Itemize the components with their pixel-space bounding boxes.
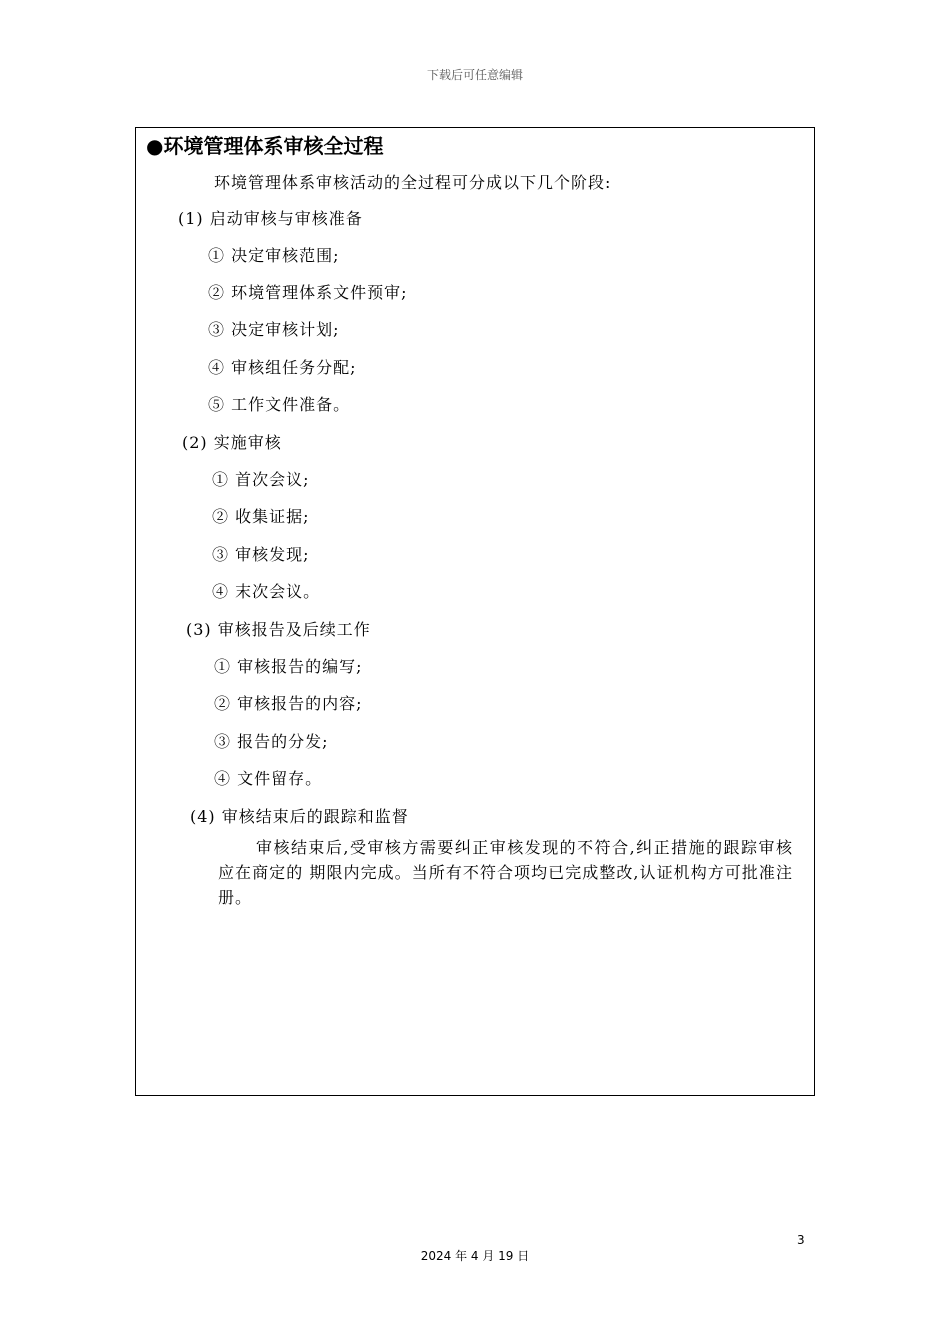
list-item: ④ 末次会议。 [212, 582, 321, 601]
list-item: ① 首次会议; [212, 470, 310, 489]
list-item: ④ 审核组任务分配; [208, 358, 357, 377]
list-item: ② 环境管理体系文件预审; [208, 283, 408, 302]
intro-text: 环境管理体系审核活动的全过程可分成以下几个阶段: [214, 173, 612, 192]
footer-date: 2024 年 4 月 19 日 [420, 1249, 530, 1263]
page-header: 下载后可任意编辑 [426, 68, 523, 82]
section-title: ●环境管理体系审核全过程 [146, 134, 384, 158]
list-item: ④ 文件留存。 [214, 769, 323, 788]
list-item: ② 审核报告的内容; [214, 694, 363, 713]
closing-paragraph: 审核结束后,受审核方需要纠正审核发现的不符合,纠正措施的跟踪审核应在商定的 期限内完成。当所有不符合项均已完成整改,认证机构方可批准注册。 [218, 838, 793, 907]
stage-heading: (2) 实施审核 [182, 433, 282, 452]
list-item: ⑤ 工作文件准备。 [208, 395, 351, 414]
list-item: ① 决定审核范围; [208, 246, 340, 265]
stage-heading: (1) 启动审核与审核准备 [178, 209, 363, 228]
list-item: ③ 决定审核计划; [208, 320, 340, 339]
list-item: ② 收集证据; [212, 507, 310, 526]
list-item: ③ 报告的分发; [214, 732, 329, 751]
page-number: 3 [797, 1233, 805, 1247]
content-frame [135, 127, 815, 1096]
stage-heading: (4) 审核结束后的跟踪和监督 [190, 807, 409, 826]
list-item: ① 审核报告的编写; [214, 657, 363, 676]
stage-heading: (3) 审核报告及后续工作 [186, 620, 371, 639]
list-item: ③ 审核发现; [212, 545, 310, 564]
